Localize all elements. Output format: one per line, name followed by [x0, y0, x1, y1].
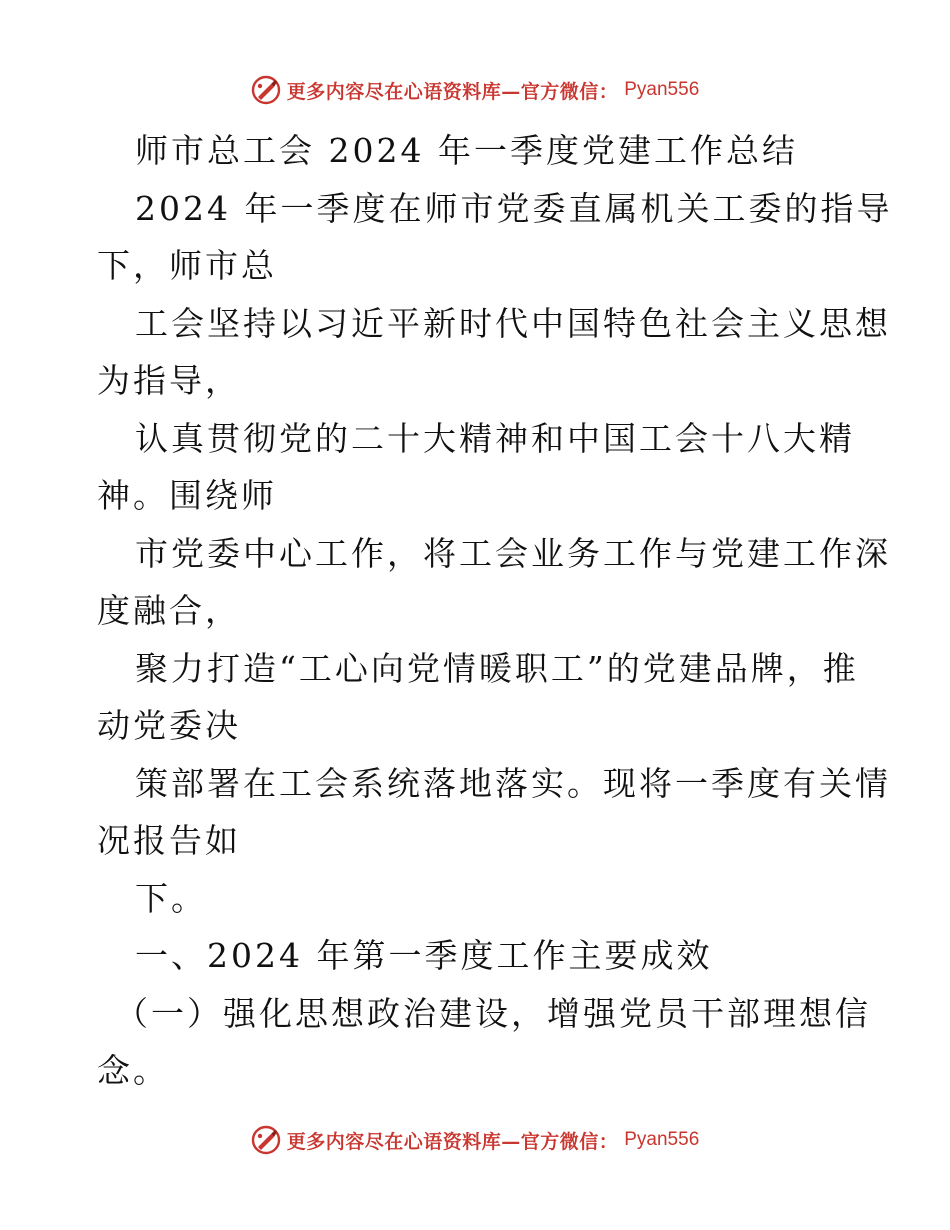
body-line: 认真贯彻党的二十大精神和中国工会十八大精 — [135, 418, 855, 458]
body-line: 神。围绕师 — [97, 476, 277, 515]
quill-pen-logo-icon — [251, 75, 281, 105]
watermark-handle: Pyan556 — [624, 79, 700, 100]
body-line: 况报告如 — [97, 821, 241, 860]
quill-pen-logo-icon — [251, 1125, 281, 1155]
body-line: 下，师市总 — [97, 246, 277, 285]
body-line: 下。 — [135, 878, 207, 918]
watermark-handle: Pyan556 — [624, 1129, 700, 1150]
document-title: 师市总工会 2024 年一季度党建工作总结 — [135, 131, 798, 170]
body-line: 动党委决 — [97, 706, 241, 745]
footer-watermark — [0, 1120, 950, 1160]
watermark-text: 更多内容尽在心语资料库—官方微信： — [286, 1130, 619, 1153]
body-line: 为指导， — [97, 361, 241, 400]
header-watermark — [0, 70, 950, 110]
section-heading: 一、2024 年第一季度工作主要成效 — [135, 936, 713, 975]
body-line: 2024 年一季度在师市党委直属机关工委的指导 — [135, 188, 893, 228]
body-line: 工会坚持以习近平新时代中国特色社会主义思想 — [135, 303, 891, 343]
body-line: 度融合， — [97, 591, 241, 630]
document-body — [97, 122, 893, 1100]
subsection-heading: （一）强化思想政治建设，增强党员干部理想信 — [115, 993, 871, 1033]
body-line: 念。 — [97, 1051, 169, 1090]
body-line: 市党委中心工作，将工会业务工作与党建工作深 — [135, 533, 891, 573]
body-line: 策部署在工会系统落地落实。现将一季度有关情 — [135, 763, 891, 803]
watermark-text: 更多内容尽在心语资料库—官方微信： — [286, 80, 619, 103]
body-line: 聚力打造“工心向党情暖职工”的党建品牌，推 — [135, 648, 859, 688]
